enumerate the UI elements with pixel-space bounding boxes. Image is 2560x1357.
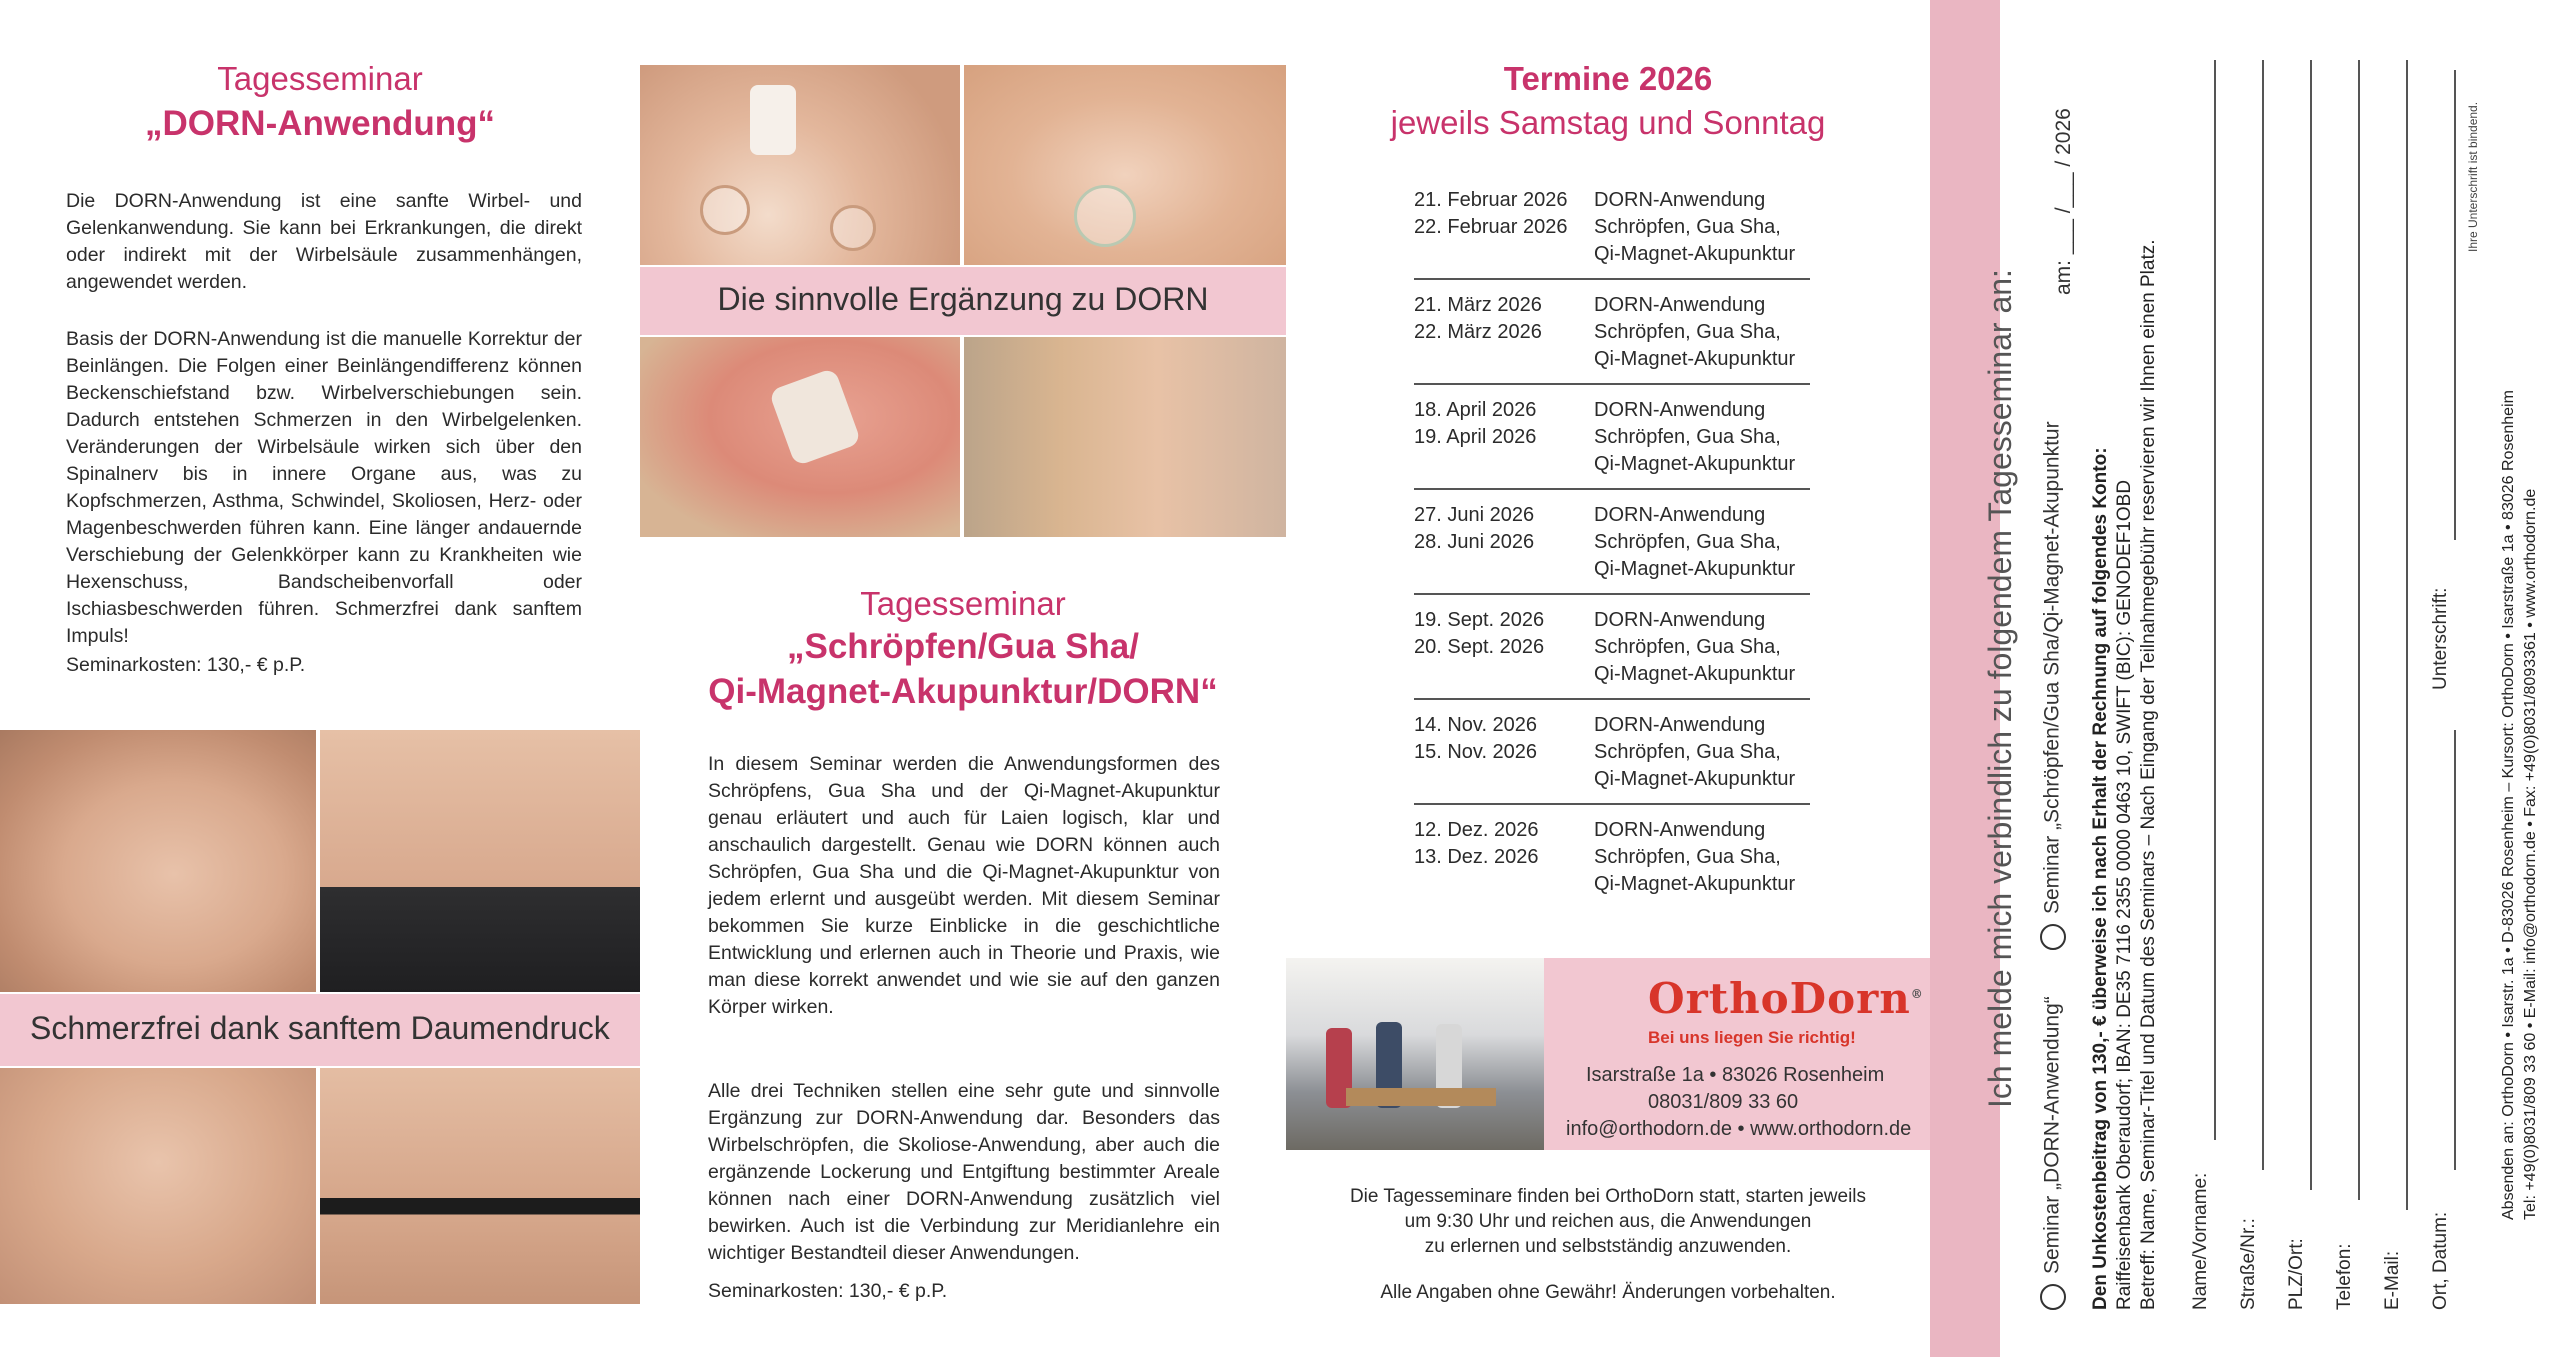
photo-back-thumb (320, 730, 640, 992)
photo-shoulder-massage (0, 730, 316, 992)
binding-note: Ihre Unterschrift ist bindend. (2466, 101, 2480, 252)
option-dorn-label: Seminar „DORN-Anwendung“ (2040, 996, 2064, 1274)
street-field[interactable] (2262, 60, 2264, 1170)
option-dorn[interactable] (2040, 996, 2066, 1310)
date-divider (1414, 803, 1810, 805)
betreff-line: Betreff: Name, Seminar-Titel und Datum des Seminars – Nach Eingang der Teilnahmegebühr reservieren wir Ihnen einen Platz. (2138, 239, 2159, 1310)
photo-seminar-group (1286, 958, 1544, 1150)
photo-lower-back (0, 1068, 316, 1304)
logo-slogan: Bei uns liegen Sie richtig! (1648, 1028, 1856, 1047)
date-row: 18. April 2026 19. April 2026 DORN-Anwendung Schröpfen, Gua Sha, Qi-Magnet-Akupunktur (1414, 399, 1796, 475)
date-divider (1414, 698, 1810, 700)
date-row: 14. Nov. 2026 15. Nov. 2026 DORN-Anwendung Schröpfen, Gua Sha, Qi-Magnet-Akupunktur (1414, 714, 1796, 790)
photo-neck-cups (964, 65, 1286, 265)
contact-address: Isarstraße 1a • 83026 Rosenheim (1586, 1064, 1885, 1086)
seminar-cost: Seminarkosten: 130,- € p.P. (66, 654, 306, 676)
photo-magnet-acupuncture (964, 337, 1286, 537)
photo-gua-sha (640, 337, 960, 537)
date-divider (1414, 278, 1810, 280)
form-heading: Ich melde mich verbindlich zu folgendem Tagesseminar an: (1982, 269, 2018, 1108)
seminar-title: „DORN-Anwendung“ (145, 104, 495, 143)
seminar-title-light: Tagesseminar (217, 60, 423, 97)
seminar-title-line1: „Schröpfen/Gua Sha/ (787, 627, 1139, 666)
seminar-info: Die Tagesseminare finden bei OrthoDorn statt, starten jeweils um 9:30 Uhr und reichen aus, die Anwendungen zu erlernen und selbstständig anzuwenden. (1349, 1186, 1867, 1257)
date-row: 27. Juni 2026 28. Juni 2026 DORN-Anwendung Schröpfen, Gua Sha, Qi-Magnet-Akupunktur (1414, 504, 1796, 580)
city-field[interactable] (2310, 60, 2312, 1190)
sender-line-1: Absenden an: OrthoDorn • Isarstr. 1a • D-83026 Rosenheim – Kursort: OrthoDorn • Isarstraße 1a • 83026 Rosenheim (2500, 390, 2517, 1220)
sender-line-2: Tel: +49(0)8031/809 33 60 • E-Mail: info@orthodorn.de • Fax: +49(0)8031/8093361 • www.orthodorn.de (2522, 488, 2539, 1220)
date-row: 12. Dez. 2026 13. Dez. 2026 DORN-Anwendung Schröpfen, Gua Sha, Qi-Magnet-Akupunktur (1414, 819, 1796, 895)
banner-daumendruck (0, 994, 640, 1066)
contact-phone: 08031/809 33 60 (1648, 1091, 1799, 1113)
termine-title: Termine 2026 (1503, 60, 1713, 97)
field-city-label: PLZ/Ort: (2286, 1238, 2307, 1310)
radio-schroepfen[interactable] (2040, 924, 2066, 950)
panel-dorn-seminar (0, 0, 640, 1357)
phone-field[interactable] (2358, 60, 2360, 1200)
signature-field[interactable] (2454, 70, 2456, 540)
logo-orthodorn: OrthoDorn® (1648, 974, 1924, 1023)
date-row: 21. Februar 2026 22. Februar 2026 DORN-Anwendung Schröpfen, Gua Sha, Qi-Magnet-Akupunktur (1414, 189, 1796, 265)
option-schroepfen[interactable] (2040, 421, 2066, 950)
signature-label: Unterschrift: (2430, 587, 2451, 690)
seminar-title-light: Tagesseminar (860, 585, 1066, 622)
option-schroepfen-label: Seminar „Schröpfen/Gua Sha/Qi-Magnet-Akupunktur (2040, 421, 2064, 914)
panel-termine (1286, 0, 1930, 1357)
basis-paragraph: Basis der DORN-Anwendung ist die manuelle Korrektur der Beinlängen. Die Folgen einer Beinlängendifferenz können Beckenschiefstand bzw. Wirbelverschiebungen sein. Dadurch entstehen Schmerzen in den Wirbelgelenken. Veränderungen der Wirbelsäule wirken sich über den Spinalnerv bis in innere Organe aus, was zu Kopfschmerzen, Asthma, Schwindel, Skoliosen, Herz- oder Magenbeschwerden führen kann. Eine länger andauernde Verschiebung der Gelenkkörper kann zu Krankheiten wie Hexenschuss, Bandscheibenvorfall oder Ischiasbeschwerden führen. Schmerzfrei dank sanftem Impuls! (66, 328, 582, 647)
field-phone-label: Telefon: (2334, 1243, 2355, 1310)
techniken-paragraph: Alle drei Techniken stellen eine sehr gute und sinnvolle Ergänzung zur DORN-Anwendung dar. Besonders das Wirbelschröpfen, die Skoliose-Anwendung, aber auch die ergänzende Lockerung und Entgiftung bestimmter Areale können nach einer DORN-Anwendung zusätzlich viel bewirken. Auch ist die Verbindung zur Meridianlehre ein wichtiger Bestandteil dieser Anwendungen. (708, 1080, 1220, 1264)
name-field[interactable] (2214, 60, 2216, 1140)
field-name-label: Name/Vorname: (2190, 1172, 2211, 1310)
date-divider (1414, 488, 1810, 490)
bank-heading: Den Unkostenbeitrag von 130,- € überweise ich nach Erhalt der Rechnung auf folgendes Konto: (2090, 447, 2111, 1310)
seminar-cost: Seminarkosten: 130,- € p.P. (708, 1280, 948, 1302)
email-field[interactable] (2406, 60, 2408, 1210)
date-row: 21. März 2026 22. März 2026 DORN-Anwendung Schröpfen, Gua Sha, Qi-Magnet-Akupunktur (1414, 294, 1796, 370)
seminar-title-line2: Qi-Magnet-Akupunktur/DORN“ (708, 672, 1218, 711)
bank-details: Raiffeisenbank Oberaudorf; IBAN: DE35 7116 2355 0000 0463 10, SWIFT (BIC): GENODEF1OBD (2114, 479, 2135, 1310)
banner-text: Die sinnvolle Ergänzung zu DORN (717, 281, 1209, 317)
photo-cupping (640, 65, 960, 265)
banner-ergaenzung (640, 267, 1286, 335)
field-email-label: E-Mail: (2382, 1250, 2403, 1310)
field-street-label: Straße/Nr.: (2238, 1218, 2259, 1310)
banner-text: Schmerzfrei dank sanftem Daumendruck (30, 1010, 610, 1046)
date-divider (1414, 383, 1810, 385)
contact-details (1566, 1062, 1912, 1143)
disclaimer: Alle Angaben ohne Gewähr! Änderungen vorbehalten. (1380, 1282, 1836, 1303)
contact-band (1286, 958, 1930, 1150)
contact-web: info@orthodorn.de • www.orthodorn.de (1566, 1118, 1912, 1140)
photo-spine-press (320, 1068, 640, 1304)
date-divider (1414, 593, 1810, 595)
date-field[interactable]: am: ___ /___ / 2026 (2052, 108, 2075, 295)
ort-datum-label: Ort, Datum: (2430, 1211, 2451, 1310)
date-row: 19. Sept. 2026 20. Sept. 2026 DORN-Anwendung Schröpfen, Gua Sha, Qi-Magnet-Akupunktur (1414, 609, 1796, 685)
schroepfen-paragraph: In diesem Seminar werden die Anwendungsformen des Schröpfens, Gua Sha und der Qi-Magnet-Akupunktur genau erläutert und auch für Laien logisch, klar und anschaulich dargestellt. Genau wie DORN können auch Schröpfen, Gua Sha und die Qi-Magnet-Akupunktur von jedem erlernt und ausgeübt werden. Mit diesem Seminar bekommen Sie kurze Einblicke in die geschichtliche Entwicklung und erlernen auch in Theorie und Praxis, wie man diese korrekt anwendet und wie sie auf den ganzen Körper wirken. (708, 753, 1220, 1018)
termine-subtitle: jeweils Samstag und Sonntag (1390, 104, 1826, 141)
panel-schroepfen-seminar (640, 0, 1286, 1357)
radio-dorn[interactable] (2040, 1284, 2066, 1310)
intro-paragraph: Die DORN-Anwendung ist eine sanfte Wirbel- und Gelenkanwendung. Sie kann bei Erkrankungen, die direkt oder indirekt mit der Wirbelsäule zusammenhängen, angewendet werden. (66, 190, 582, 293)
ort-datum-field[interactable] (2454, 730, 2456, 1170)
